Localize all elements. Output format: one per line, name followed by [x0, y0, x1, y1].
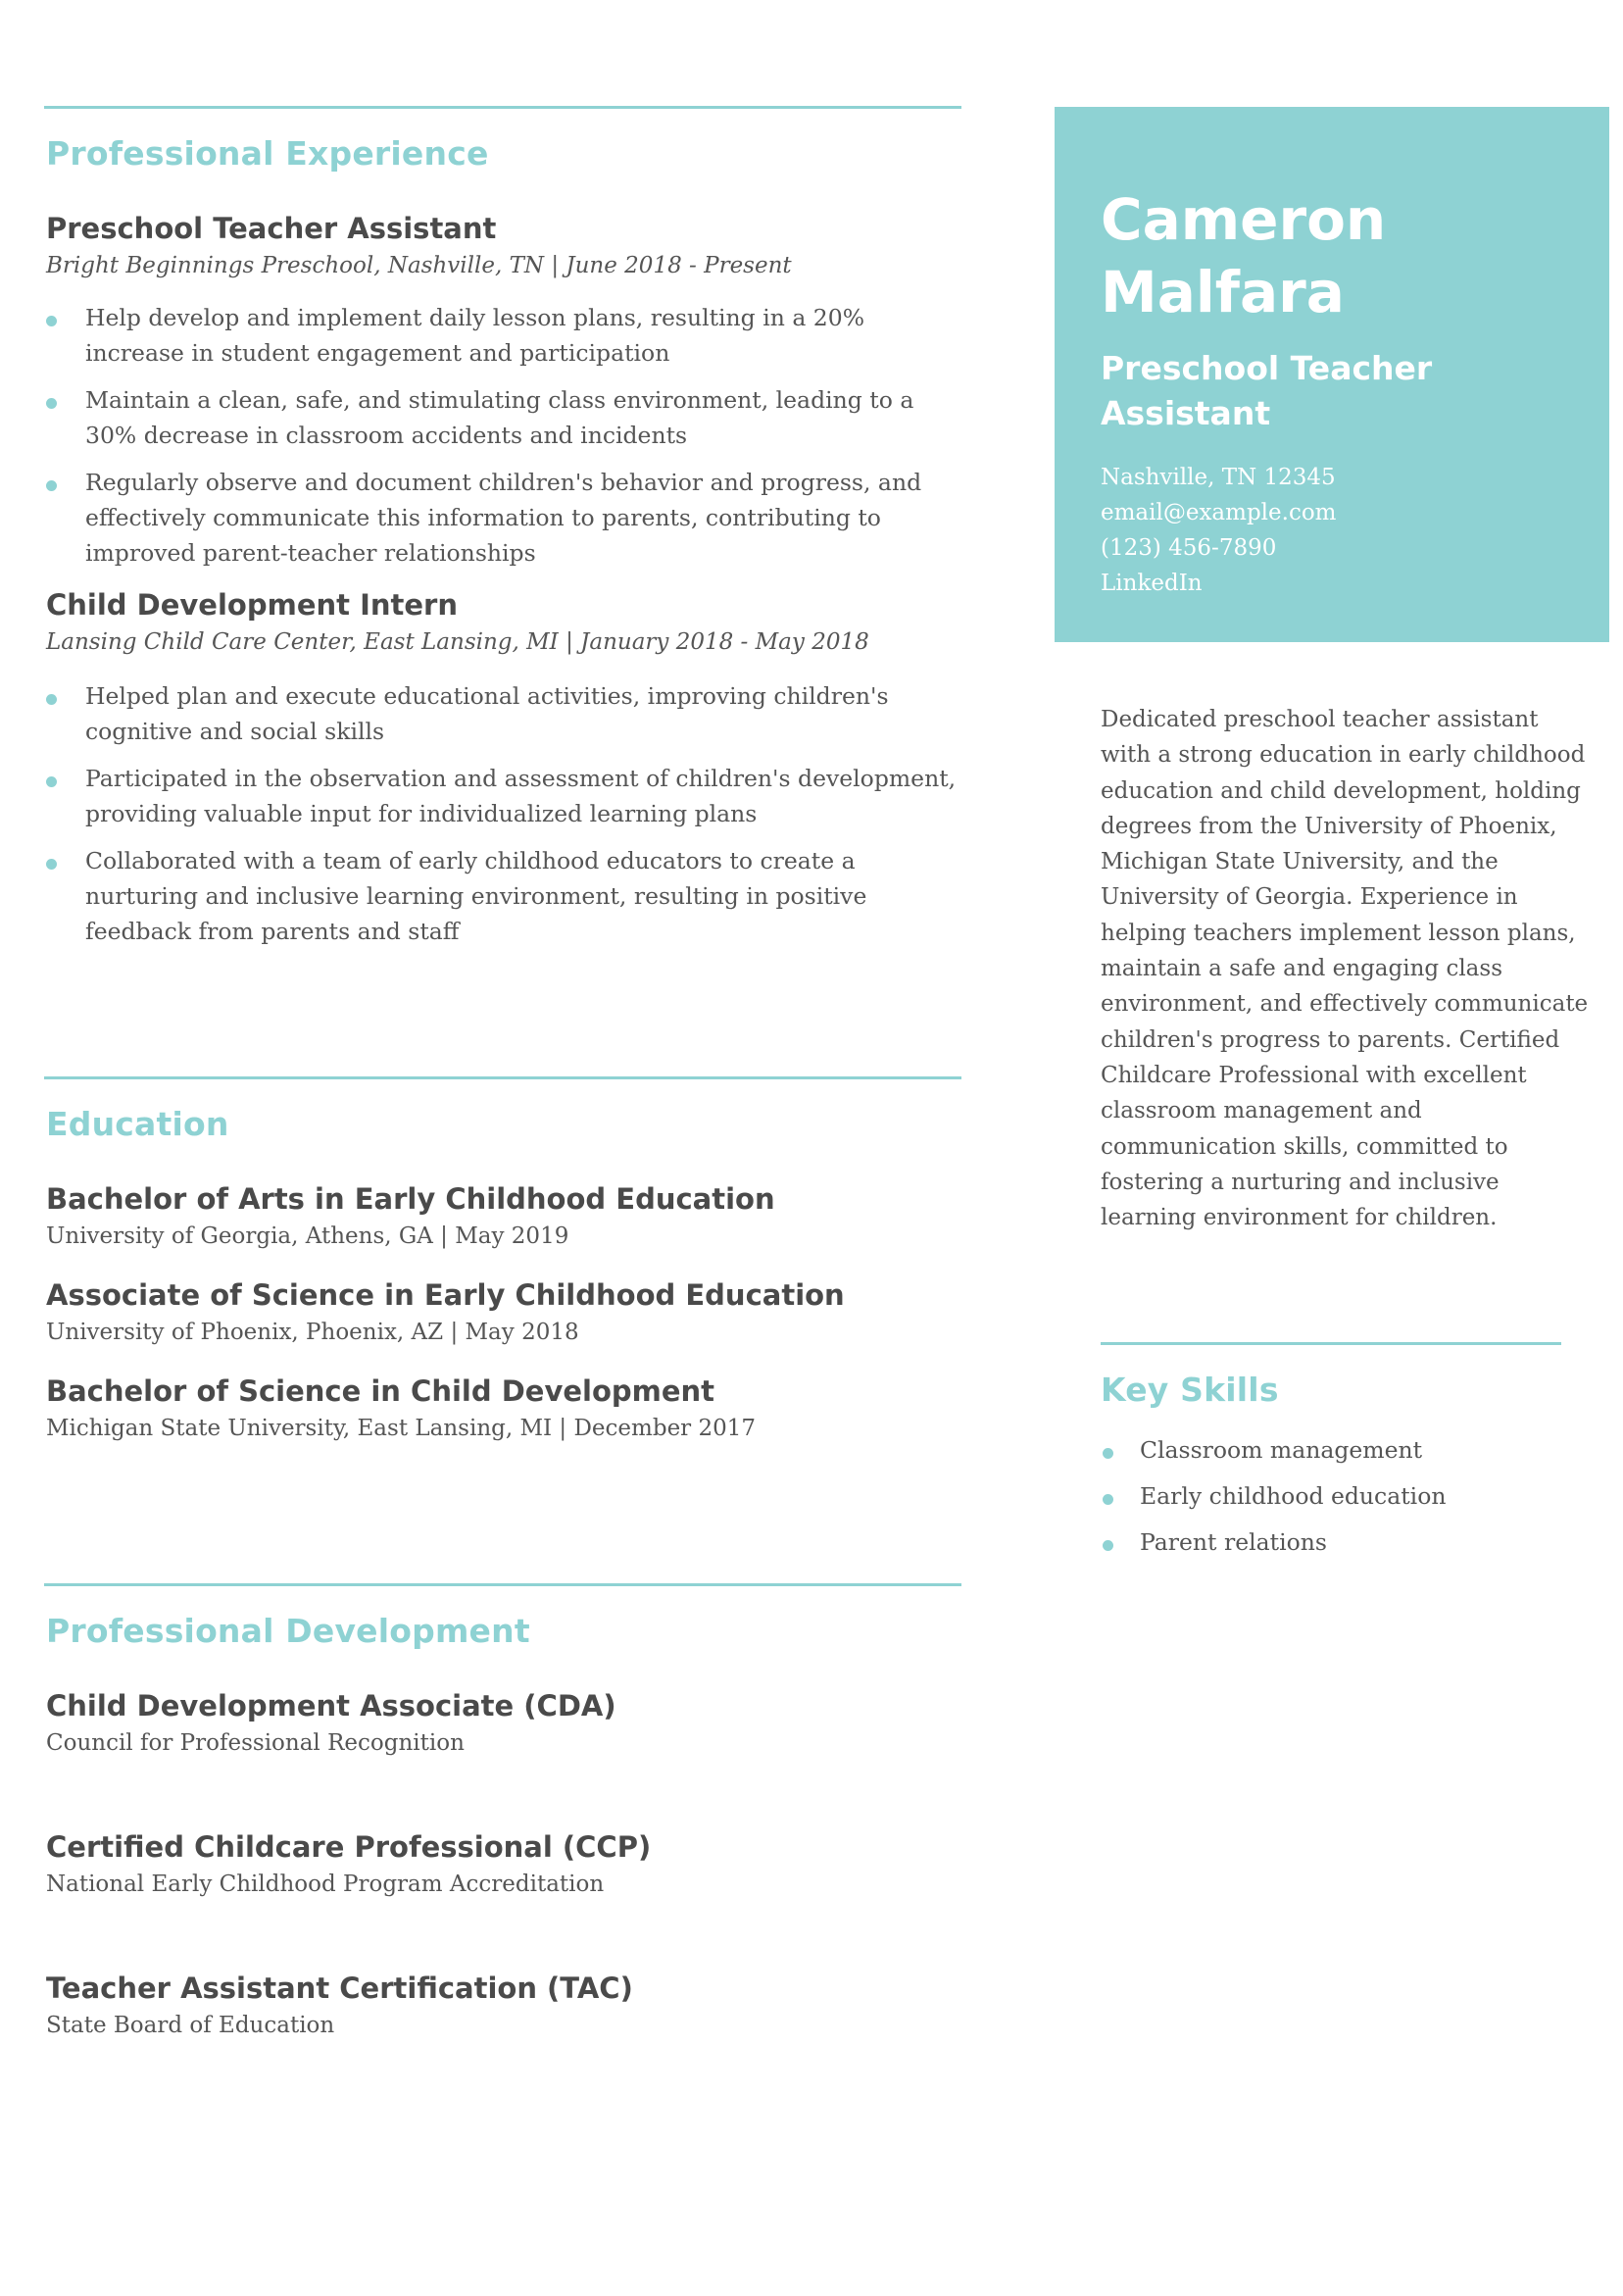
list-item: Early childhood education: [1101, 1478, 1561, 1514]
contact-block: [1101, 460, 1337, 601]
contact-email[interactable]: email@example.com: [1101, 500, 1337, 525]
section-divider: [44, 106, 961, 109]
bullet-icon: [46, 694, 57, 705]
bullet-icon: [46, 480, 57, 491]
education-entry: [44, 1278, 961, 1345]
list-item: Collaborated with a team of early childhood educators to create a nurturing and inclusive learning environment, resulting in positive feedback from parents and staff: [44, 843, 961, 949]
section-divider: [44, 1583, 961, 1586]
degree-title: Associate of Science in Early Childhood Education: [46, 1278, 845, 1312]
certification-org: National Early Childhood Program Accreditation: [46, 1872, 605, 1897]
certification-entry: [44, 1689, 961, 1756]
list-item: Help develop and implement daily lesson plans, resulting in a 20% increase in student engagement and participation: [44, 300, 961, 371]
degree-meta: University of Phoenix, Phoenix, AZ | May 2018: [46, 1320, 579, 1345]
professional-summary: Dedicated preschool teacher assistant with a strong education in early childhood education and child development, holding degrees from the University of Phoenix, Michigan State University, and the University of Georgia. Experience in helping teachers implement lesson plans, maintain a safe and engaging class environment, and effectively communicate children's progress to parents. Certified Childcare Professional with excellent classroom management and communication skills, committed to fostering a nurturing and inclusive learning environment for children.: [1101, 707, 1589, 1231]
list-item: Parent relations: [1101, 1524, 1561, 1560]
skills-heading: Key Skills: [1101, 1371, 1279, 1409]
job-entry: [44, 212, 961, 571]
skills-section: [1101, 1342, 1561, 1571]
bullet-icon: [46, 316, 57, 326]
degree-title: Bachelor of Science in Child Development: [46, 1374, 715, 1408]
bullet-icon: [46, 398, 57, 409]
certification-name: Child Development Associate (CDA): [46, 1689, 616, 1722]
last-name: Malfara: [1101, 259, 1345, 325]
bullet-icon: [1103, 1494, 1113, 1505]
job-meta: Lansing Child Care Center, East Lansing, MI | January 2018 - May 2018: [46, 629, 869, 655]
certification-name: Teacher Assistant Certification (TAC): [46, 1972, 633, 2005]
education-section: [44, 1076, 961, 1441]
job-bullets: [44, 678, 961, 949]
bullet-icon: [1103, 1540, 1113, 1551]
bullet-icon: [46, 859, 57, 870]
development-section: [44, 1583, 961, 2038]
experience-heading: Professional Experience: [46, 134, 489, 173]
degree-meta: Michigan State University, East Lansing, MI | December 2017: [46, 1416, 757, 1441]
bullet-icon: [1103, 1448, 1113, 1459]
certification-name: Certified Childcare Professional (CCP): [46, 1830, 652, 1864]
certification-entry: [44, 1972, 961, 2038]
list-item: Helped plan and execute educational activities, improving children's cognitive and social skills: [44, 678, 961, 749]
education-entry: [44, 1182, 961, 1249]
certification-org: Council for Professional Recognition: [46, 1730, 465, 1756]
first-name: Cameron: [1101, 186, 1387, 253]
job-bullets: [44, 300, 961, 571]
certification-org: State Board of Education: [46, 2013, 335, 2038]
certification-entry: [44, 1830, 961, 1897]
degree-meta: University of Georgia, Athens, GA | May 2019: [46, 1223, 569, 1249]
job-entry: [44, 588, 961, 949]
development-heading: Professional Development: [46, 1612, 530, 1650]
job-meta: Bright Beginnings Preschool, Nashville, TN | June 2018 - Present: [46, 253, 792, 278]
contact-location: Nashville, TN 12345: [1101, 465, 1336, 490]
bullet-icon: [46, 776, 57, 787]
contact-linkedin[interactable]: LinkedIn: [1101, 571, 1203, 596]
list-item: Maintain a clean, safe, and stimulating class environment, leading to a 30% decrease in classroom accidents and incidents: [44, 382, 961, 453]
job-title: Child Development Intern: [46, 588, 459, 622]
education-entry: [44, 1374, 961, 1441]
education-heading: Education: [46, 1105, 229, 1143]
list-item: Classroom management: [1101, 1432, 1561, 1468]
candidate-name: [1101, 183, 1571, 328]
list-item: Participated in the observation and assessment of children's development, providing valuable input for individualized learning plans: [44, 761, 961, 831]
header-card: [1055, 107, 1609, 642]
list-item: Regularly observe and document children's behavior and progress, and effectively communicate this information to parents, contributing to improved parent-teacher relationships: [44, 465, 961, 571]
job-title: Preschool Teacher Assistant: [46, 212, 497, 245]
section-divider: [1101, 1342, 1561, 1345]
degree-title: Bachelor of Arts in Early Childhood Education: [46, 1182, 775, 1216]
skills-list: [1101, 1432, 1561, 1560]
experience-section: [44, 106, 961, 961]
contact-phone[interactable]: (123) 456-7890: [1101, 535, 1277, 561]
section-divider: [44, 1076, 961, 1079]
candidate-role: Preschool Teacher Assistant: [1101, 349, 1433, 432]
